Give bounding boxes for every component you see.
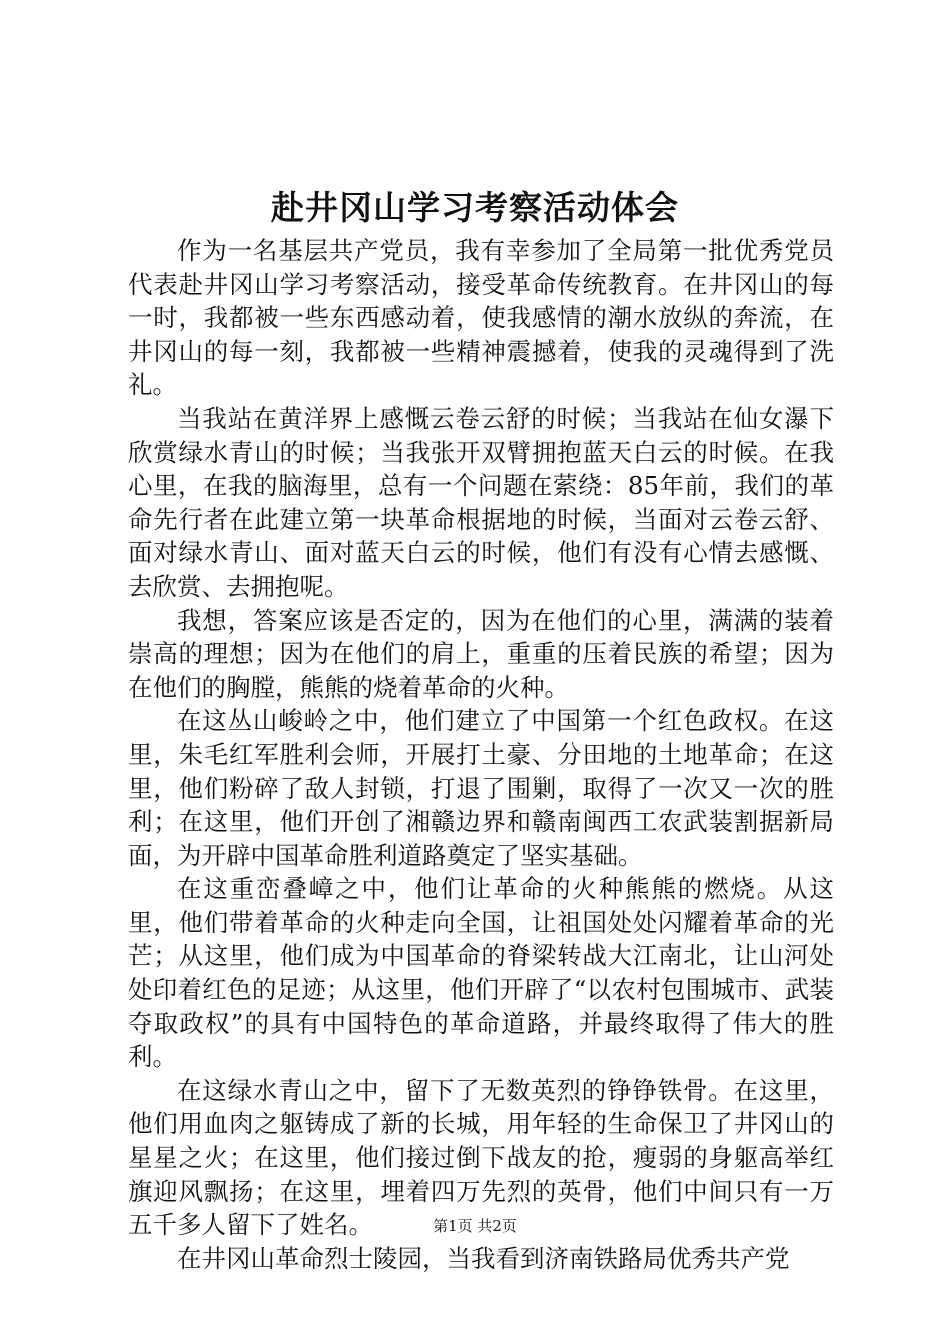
paragraph: 在这丛山峻岭之中，他们建立了中国第一个红色政权。在这里，朱毛红军胜利会师，开展打土豪、分田地的土地革命；在这里，他们粉碎了敌人封锁，打退了围剿，取得了一次又一次的胜利；在这里，他们开创了湘赣边界和赣南闽西工农武装割据新局面，为开辟中国革命胜利道路奠定了坚实基础。 xyxy=(128,706,834,870)
paragraph: 在井冈山革命烈士陵园，当我看到济南铁路局优秀共产党 xyxy=(177,1243,790,1273)
paragraph: 在这重峦叠嶂之中，他们让革命的火种熊熊的燃烧。从这里，他们带着革命的火种走向全国，让祖国处处闪耀着革命的光芒；从这里，他们成为中国革命的脊梁转战大江南北，让山河处处印着红色的足迹；从这里，他们开辟了“以农村包围城市、武装夺取政权”的具有中国特色的革命道路，并最终取得了伟大的胜利。 xyxy=(128,874,834,1072)
paragraph: 作为一名基层共产党员，我有幸参加了全局第一批优秀党员代表赴井冈山学习考察活动，接受革命传统教育。在井冈山的每一时，我都被一些东西感动着，使我感情的潮水放纵的奔流，在井冈山的每一刻，我都被一些精神震撼着，使我的灵魂得到了洗礼。 xyxy=(128,236,834,400)
paragraph: 我想，答案应该是否定的，因为在他们的心里，满满的装着崇高的理想；因为在他们的肩上，重重的压着民族的希望；因为在他们的胸膛，熊熊的烧着革命的火种。 xyxy=(128,605,834,702)
paragraph: 在这绿水青山之中，留下了无数英烈的铮铮铁骨。在这里，他们用血肉之躯铸成了新的长城，用年轻的生命保卫了井冈山的星星之火；在这里，他们接过倒下战友的抢，瘦弱的身躯高举红旗迎风飘扬；在这里，埋着四万先烈的英骨，他们中间只有一万五千多人留下了姓名。 xyxy=(128,1075,834,1240)
document-body xyxy=(128,234,834,1275)
page-number-footer: 第1页 共2页 xyxy=(433,1217,517,1235)
paragraph: 当我站在黄洋界上感慨云卷云舒的时候；当我站在仙女瀑下欣赏绿水青山的时候；当我张开双臂拥抱蓝天白云的时候。在我心里，在我的脑海里，总有一个问题在萦绕：85年前，我们的革命先行者在此建立第一块革命根据地的时候，当面对云卷云舒、面对绿水青山、面对蓝天白云的时候，他们有没有心情去感慨、去欣赏、去拥抱呢。 xyxy=(128,403,834,601)
document-title: 赴井冈山学习考察活动体会 xyxy=(271,188,679,227)
